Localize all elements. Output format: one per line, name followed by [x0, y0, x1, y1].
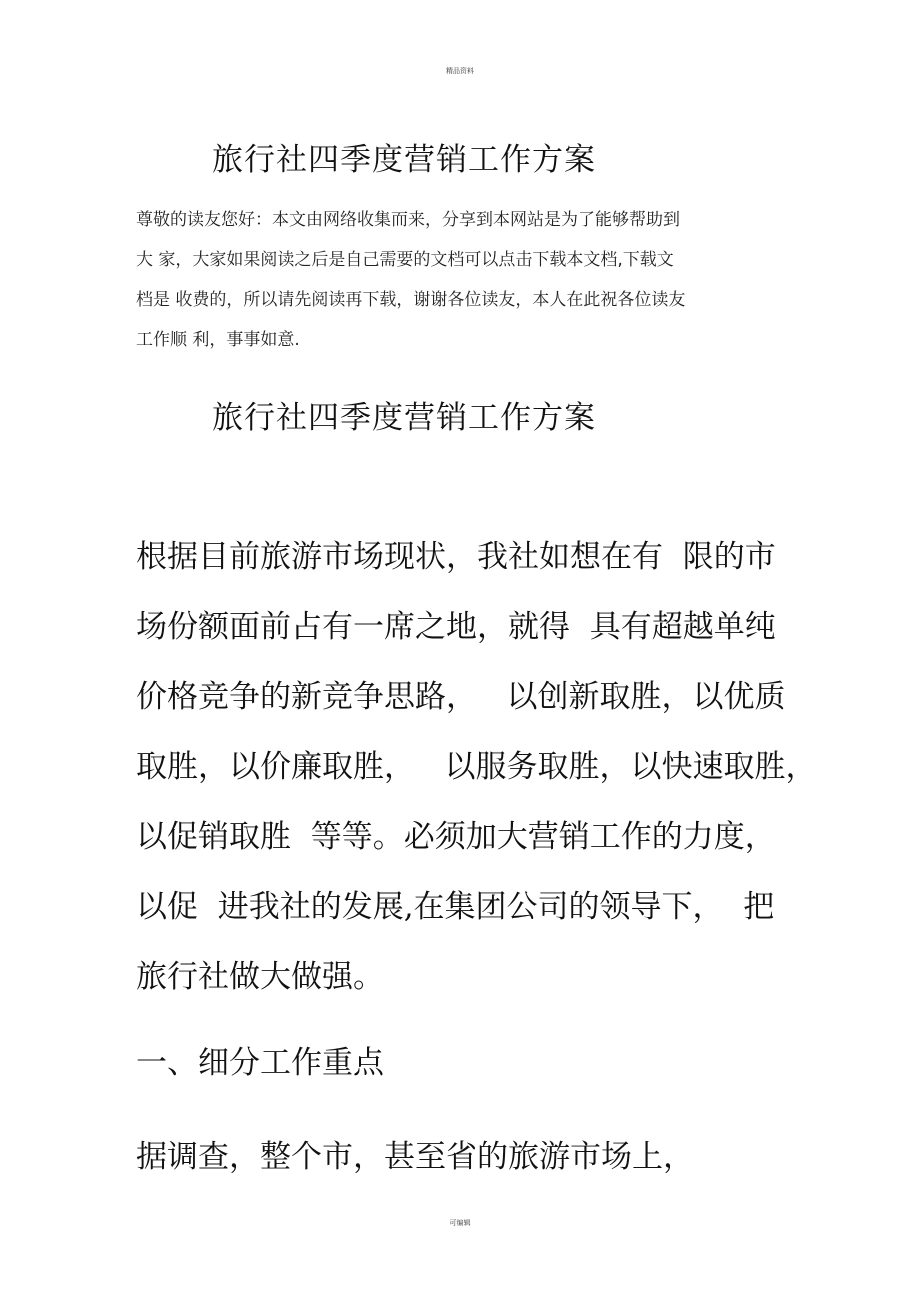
body-line: 以促销取胜 等等。必须加大营销工作的力度， — [136, 819, 776, 855]
notice-line: 尊敬的读友您好：本文由网络收集而来，分享到本网站是为了能够帮助到 — [136, 210, 680, 230]
reader-notice — [136, 200, 786, 360]
document-title: 旅行社四季度营销工作方案 — [212, 142, 596, 178]
body-line: 根据目前旅游市场现状，我社如想在有 限的市 — [136, 539, 776, 575]
notice-line: 工作顺 利，事事如意. — [136, 330, 300, 350]
body-line: 价格竞争的新竞争思路， 以创新取胜，以优质 — [136, 679, 786, 715]
section-heading: 一、细分工作重点 — [136, 1045, 384, 1081]
notice-line: 档是 收费的，所以请先阅读再下载，谢谢各位读友，本人在此祝各位读友 — [136, 290, 686, 310]
document-title-repeat: 旅行社四季度营销工作方案 — [212, 400, 596, 436]
notice-line: 大 家，大家如果阅读之后是自己需要的文档可以点击下载本文档,下载文 — [136, 250, 674, 270]
body-paragraph — [136, 522, 817, 1012]
body-line: 旅行社做大做强。 — [136, 959, 384, 995]
footer-note: 可编辑 — [449, 1219, 471, 1227]
body-line: 以促 进我社的发展,在集团公司的领导下， 把 — [136, 889, 775, 925]
paragraph-start: 据调查，整个市，甚至省的旅游市场上， — [136, 1139, 694, 1175]
header-note: 精品资料 — [446, 67, 474, 75]
body-line: 取胜，以价廉取胜， 以服务取胜，以快速取胜， — [136, 749, 817, 785]
body-line: 场份额面前占有一席之地，就得 具有超越单纯 — [136, 609, 776, 645]
